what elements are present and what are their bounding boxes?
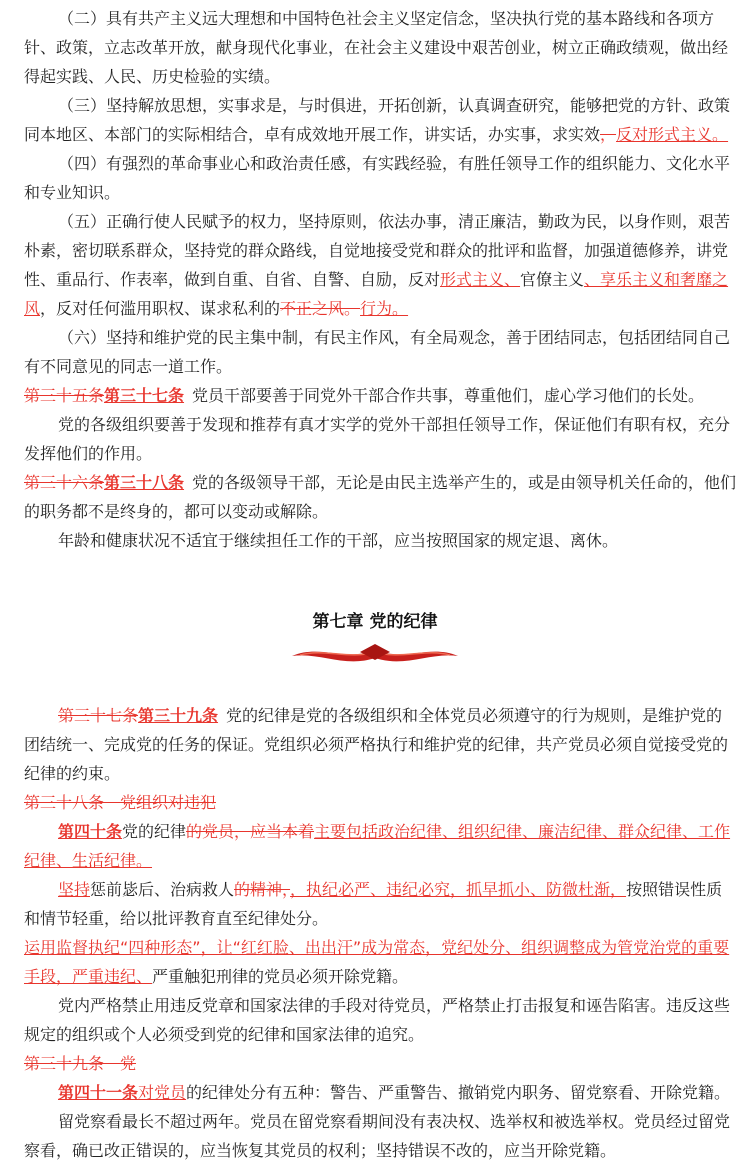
inserted-text: 运用监督执纪“四种形态”，让“红红脸、出出汗”成为常态，党纪处分、组织调整成为管党治党的重要手段，严重违纪、	[24, 938, 730, 986]
paragraph-2	[24, 4, 738, 91]
inserted-text: ，执纪必严、违纪必究，抓早抓小、防微杜渐，	[290, 880, 627, 899]
inserted-text: 。	[712, 125, 729, 144]
article-text: 留党察看最长不超过两年。党员在留党察看期间没有表决权、选举权和被选举权。党员经过留党察看，确已改正错误的，应当恢复其党员的权利；坚持错误不改的，应当开除党籍。	[24, 1112, 731, 1160]
document-body	[24, 4, 738, 555]
inserted-text: 主要包括政治纪律、组织纪律、廉洁纪律、群众纪律、工作纪律、生活纪律。	[24, 822, 731, 870]
article-40	[24, 817, 738, 875]
article-text: 党内严格禁止用违反党章和国家法律的手段对待党员，严格禁止打击报复和诬告陷害。违反这些规定的组织或个人必须受到党的纪律和国家法律的追究。	[24, 996, 731, 1044]
article-text: 惩前毖后、治病救人	[90, 880, 235, 899]
paragraph-6	[24, 323, 738, 381]
old-article-number: 第三十七条	[58, 706, 139, 725]
deleted-text: 第三十八条 党组织对违犯	[24, 793, 217, 812]
item-number: （二）	[58, 9, 107, 28]
article-text: 严重触犯刑律的党员必须开除党籍。	[152, 967, 409, 986]
inserted-text: 对党员	[138, 1083, 187, 1102]
new-article-number: 第三十八条	[104, 473, 185, 492]
inserted-text: 、享乐主义和奢靡之风	[24, 270, 729, 318]
paragraph-text: 有强烈的革命事业心和政治责任感，有实践经验，有胜任领导工作的组织能力、文化水平和专业知识。	[24, 154, 731, 202]
paragraph-text: 坚持解放思想，实事求是，与时俱进，开拓创新，认真调查研究，能够把党的方针、政策同本地区、本部门的实际相结合，卓有成效地开展工作，讲实话，办实事，求实效	[24, 96, 731, 144]
article-text: 按照错误性质和情节轻重，给以批评教育直至纪律处分。	[24, 880, 723, 928]
inserted-text: 坚持	[58, 880, 91, 899]
inserted-text: 形式主义、	[440, 270, 521, 289]
deleted-text: ，	[600, 125, 617, 144]
old-article-number: 第三十六条	[24, 473, 105, 492]
article-37-para-2	[24, 410, 738, 468]
paragraph-3	[24, 91, 738, 149]
paragraph-text: ，反对任何滥用职权、谋求私利的	[40, 299, 281, 318]
article-39	[24, 701, 738, 788]
old-article-number: 第三十五条	[24, 386, 105, 405]
struck-heading-38	[24, 788, 738, 817]
item-number: （五）	[58, 212, 107, 231]
article-40-para-3	[24, 933, 738, 991]
article-38-para-2	[24, 526, 738, 555]
article-37	[24, 381, 738, 410]
article-text: 党员干部要善于同党外干部合作共事，尊重他们，虚心学习他们的长处。	[192, 386, 705, 405]
red-ribbon-ornament-icon	[290, 640, 460, 668]
chapter-7-body	[24, 701, 738, 1165]
article-41-para-2	[24, 1107, 738, 1165]
paragraph-text: 官僚主义	[520, 270, 585, 289]
item-number: （四）	[58, 154, 107, 173]
deleted-text: 的党员，应当本着	[186, 822, 315, 841]
new-article-number: 第三十九条	[138, 706, 219, 725]
article-40-para-4	[24, 991, 738, 1049]
chapter-heading	[0, 610, 750, 668]
article-text: 党的各级组织要善于发现和推荐有真才实学的党外干部担任领导工作，保证他们有职有权，充分发挥他们的作用。	[24, 415, 731, 463]
inserted-text: 行为。	[360, 299, 409, 318]
article-text: 的纪律处分有五种：警告、严重警告、撤销党内职务、留党察看、开除党籍。	[186, 1083, 731, 1102]
article-40-para-2	[24, 875, 738, 933]
article-text: 党的各级领导干部，无论是由民主选举产生的，或是由领导机关任命的，他们的职务都不是终身的，都可以变动或解除。	[24, 473, 737, 521]
paragraph-4	[24, 149, 738, 207]
item-number: （六）	[58, 328, 107, 347]
article-41	[24, 1078, 738, 1107]
article-text: 党的纪律	[122, 822, 187, 841]
new-article-number: 第四十一条	[58, 1083, 139, 1102]
new-article-number: 第四十条	[58, 822, 123, 841]
inserted-text: 反对形式主义	[616, 125, 713, 144]
deleted-text: 不正之风。	[280, 299, 361, 318]
deleted-text: 的精神，	[234, 880, 291, 899]
paragraph-text: 具有共产主义远大理想和中国特色社会主义坚定信念，坚决执行党的基本路线和各项方针、政策，立志改革开放，献身现代化事业，在社会主义建设中艰苦创业，树立正确政绩观，做出经得起实践、人民、历史检验的实绩。	[24, 9, 729, 86]
paragraph-5	[24, 207, 738, 323]
item-number: （三）	[58, 96, 107, 115]
deleted-text: 第三十九条 党	[24, 1054, 137, 1073]
article-38	[24, 468, 738, 526]
new-article-number: 第三十七条	[104, 386, 185, 405]
chapter-title: 第七章 党的纪律	[312, 612, 438, 632]
paragraph-text: 坚持和维护党的民主集中制，有民主作风，有全局观念，善于团结同志，包括团结同自己有不同意见的同志一道工作。	[24, 328, 731, 376]
article-text: 党的纪律是党的各级组织和全体党员必须遵守的行为规则，是维护党的团结统一、完成党的任务的保证。党组织必须严格执行和维护党的纪律，共产党员必须自觉接受党的纪律的约束。	[24, 706, 729, 783]
struck-heading-39	[24, 1049, 738, 1078]
paragraph-text: 正确行使人民赋予的权力，坚持原则，依法办事，清正廉洁，勤政为民，以身作则，艰苦朴素，密切联系群众，坚持党的群众路线，自觉地接受党和群众的批评和监督，加强道德修养，讲党性、重品行、作表率，做到自重、自省、自警、自励，反对	[24, 212, 731, 289]
article-text: 年龄和健康状况不适宜于继续担任工作的干部，应当按照国家的规定退、离休。	[58, 531, 619, 550]
